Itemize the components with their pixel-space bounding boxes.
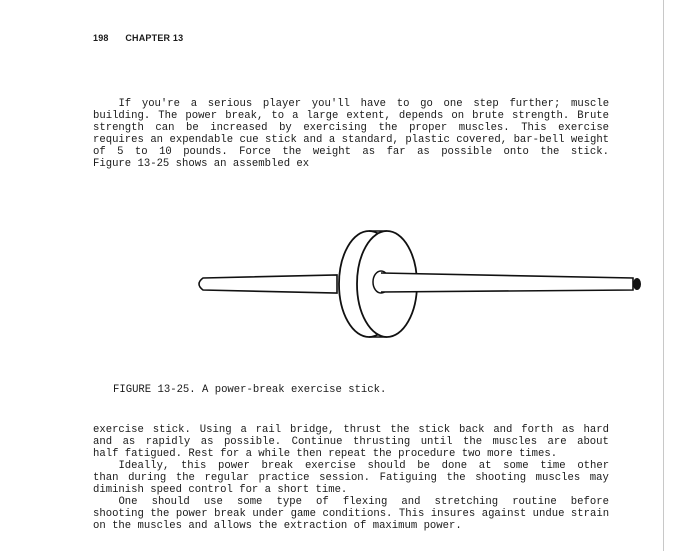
figure-illustration (185, 222, 655, 362)
stick-butt-section (199, 275, 337, 293)
running-header (93, 33, 183, 43)
figure-caption: FIGURE 13-25. A power-break exercise stick. (113, 384, 387, 396)
body-line: If you're a serious player you'll have to go one step further; muscle (118, 98, 610, 110)
body-line: half fatigued. Rest for a while then repeat the procedure two more times. (93, 448, 558, 460)
page-edge-line (663, 0, 664, 551)
page-number: 198 (93, 33, 109, 43)
stick-tip (633, 278, 641, 290)
body-line: exercise stick. Using a rail bridge, thrust the stick back and forth as hard (93, 424, 609, 436)
body-line: diminish speed control for a short time. (93, 484, 348, 496)
body-line: Ideally, this power break exercise should be done at some time other (118, 460, 610, 472)
body-line: strength can be increased by exercising the proper muscles. This exercise (93, 122, 610, 134)
body-line: Figure 13-25 shows an assembled ex (93, 158, 310, 170)
stick-shaft-section (381, 273, 633, 292)
body-line: shooting the power break under game conditions. This insures against undue strain (93, 508, 610, 520)
body-line: One should use some type of flexing and stretching routine before (118, 496, 609, 508)
body-line: requires an expendable cue stick and a standard, plastic covered, bar-bell weight (93, 134, 610, 146)
chapter-title: CHAPTER 13 (125, 33, 184, 43)
body-line: building. The power break, to a large extent, depends on brute strength. Brute (93, 110, 610, 122)
body-line: and as rapidly as possible. Continue thrusting until the muscles are about (93, 436, 609, 448)
body-line: on the muscles and allows the extraction of maximum power. (93, 520, 462, 532)
power-break-stick-drawing (185, 222, 655, 362)
body-line: than during the regular practice session. Fatiguing the shooting muscles may (93, 472, 609, 484)
body-line: of 5 to 10 pounds. Force the weight as far as possible onto the stick. (93, 146, 609, 158)
